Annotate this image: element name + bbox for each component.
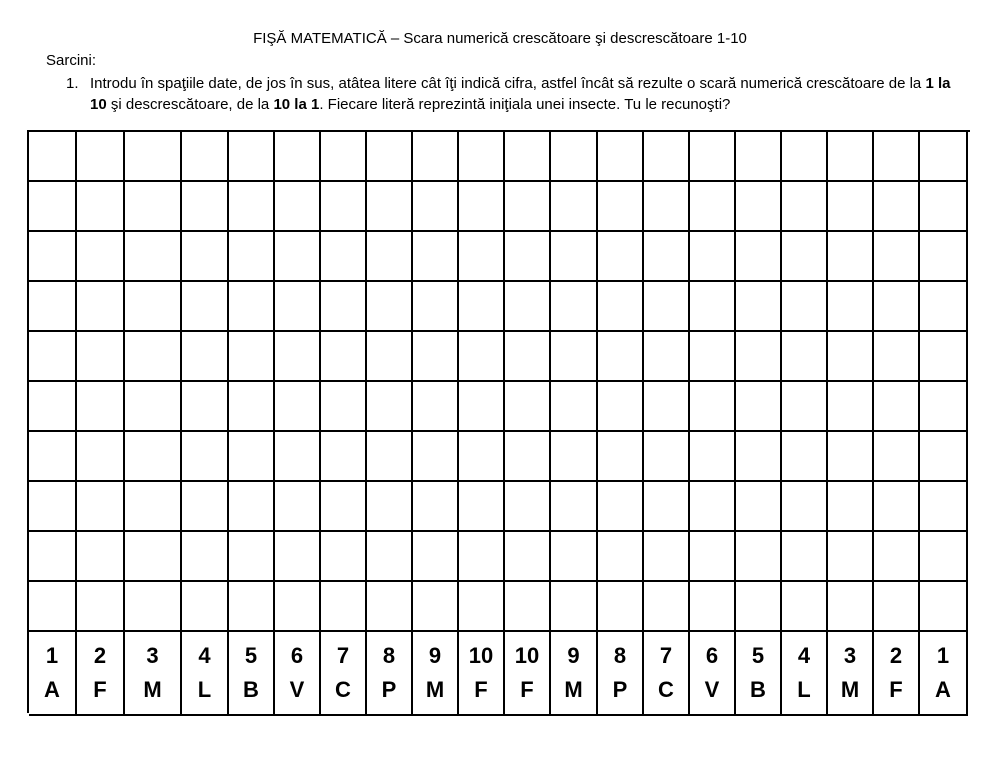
answer-cell[interactable] bbox=[505, 182, 551, 232]
column-number: 2 bbox=[889, 643, 903, 668]
answer-cell[interactable] bbox=[874, 282, 920, 332]
answer-cell[interactable] bbox=[182, 132, 229, 182]
answer-cell[interactable] bbox=[598, 582, 644, 632]
answer-cell[interactable] bbox=[736, 482, 782, 532]
answer-cell[interactable] bbox=[367, 532, 413, 582]
answer-cell[interactable] bbox=[828, 182, 874, 232]
answer-cell[interactable] bbox=[459, 282, 505, 332]
answer-cell[interactable] bbox=[321, 432, 367, 482]
answer-cell[interactable] bbox=[29, 232, 77, 282]
column-number: 1 bbox=[45, 643, 59, 668]
answer-cell[interactable] bbox=[182, 282, 229, 332]
column-number: 4 bbox=[198, 643, 211, 668]
answer-cell[interactable] bbox=[505, 582, 551, 632]
answer-cell[interactable] bbox=[125, 532, 182, 582]
column-label bbox=[321, 632, 367, 716]
answer-cell[interactable] bbox=[459, 332, 505, 382]
answer-cell[interactable] bbox=[367, 332, 413, 382]
answer-cell[interactable] bbox=[551, 382, 598, 432]
column-number: 5 bbox=[244, 643, 258, 668]
answer-cell[interactable] bbox=[367, 582, 413, 632]
answer-cell[interactable] bbox=[367, 382, 413, 432]
answer-cell[interactable] bbox=[321, 532, 367, 582]
answer-cell[interactable] bbox=[77, 532, 125, 582]
column-letter: A bbox=[935, 677, 951, 702]
answer-cell[interactable] bbox=[828, 282, 874, 332]
answer-cell[interactable] bbox=[874, 482, 920, 532]
answer-cell[interactable] bbox=[644, 282, 690, 332]
answer-cell[interactable] bbox=[229, 132, 275, 182]
task-range-ascending: 1 la 10 bbox=[90, 75, 951, 113]
answer-cell[interactable] bbox=[275, 532, 321, 582]
answer-cell[interactable] bbox=[459, 582, 505, 632]
answer-cell[interactable] bbox=[690, 282, 736, 332]
answer-cell[interactable] bbox=[736, 582, 782, 632]
column-number: 1 bbox=[936, 643, 950, 668]
answer-cell[interactable] bbox=[874, 432, 920, 482]
answer-cell[interactable] bbox=[459, 132, 505, 182]
answer-cell[interactable] bbox=[736, 332, 782, 382]
answer-cell[interactable] bbox=[29, 482, 77, 532]
column-number: 8 bbox=[613, 643, 627, 668]
answer-cell[interactable] bbox=[782, 382, 828, 432]
column-label bbox=[828, 632, 874, 716]
answer-cell[interactable] bbox=[413, 482, 459, 532]
answer-cell[interactable] bbox=[413, 532, 459, 582]
answer-cell[interactable] bbox=[182, 532, 229, 582]
column-label bbox=[598, 632, 644, 716]
answer-cell[interactable] bbox=[321, 232, 367, 282]
answer-cell[interactable] bbox=[125, 432, 182, 482]
answer-cell[interactable] bbox=[321, 382, 367, 432]
answer-cell[interactable] bbox=[125, 332, 182, 382]
column-letter: V bbox=[289, 677, 305, 702]
answer-cell[interactable] bbox=[321, 132, 367, 182]
answer-cell[interactable] bbox=[644, 332, 690, 382]
answer-cell[interactable] bbox=[828, 582, 874, 632]
column-label bbox=[182, 632, 229, 716]
column-letter: P bbox=[381, 677, 397, 702]
answer-cell[interactable] bbox=[551, 232, 598, 282]
answer-cell[interactable] bbox=[874, 582, 920, 632]
column-label bbox=[125, 632, 182, 716]
answer-cell[interactable] bbox=[413, 382, 459, 432]
answer-cell[interactable] bbox=[505, 132, 551, 182]
column-letter: A bbox=[44, 677, 60, 702]
column-letter: M bbox=[840, 677, 860, 702]
answer-cell[interactable] bbox=[920, 232, 968, 282]
answer-cell[interactable] bbox=[690, 532, 736, 582]
answer-cell[interactable] bbox=[321, 582, 367, 632]
answer-cell[interactable] bbox=[598, 332, 644, 382]
answer-cell[interactable] bbox=[644, 382, 690, 432]
answer-cell[interactable] bbox=[505, 282, 551, 332]
answer-cell[interactable] bbox=[828, 132, 874, 182]
answer-cell[interactable] bbox=[782, 182, 828, 232]
column-label bbox=[367, 632, 413, 716]
answer-cell[interactable] bbox=[690, 332, 736, 382]
answer-cell[interactable] bbox=[413, 332, 459, 382]
answer-cell[interactable] bbox=[229, 232, 275, 282]
column-label bbox=[413, 632, 459, 716]
answer-cell[interactable] bbox=[459, 182, 505, 232]
answer-cell[interactable] bbox=[125, 582, 182, 632]
answer-cell[interactable] bbox=[505, 232, 551, 282]
tasks-heading: Sarcini: bbox=[46, 52, 97, 69]
answer-cell[interactable] bbox=[736, 232, 782, 282]
answer-cell[interactable] bbox=[29, 132, 77, 182]
answer-cell[interactable] bbox=[29, 332, 77, 382]
answer-cell[interactable] bbox=[598, 532, 644, 582]
column-number: 7 bbox=[659, 643, 673, 668]
answer-cell[interactable] bbox=[77, 482, 125, 532]
answer-cell[interactable] bbox=[551, 282, 598, 332]
answer-cell[interactable] bbox=[505, 382, 551, 432]
answer-cell[interactable] bbox=[182, 482, 229, 532]
answer-cell[interactable] bbox=[229, 332, 275, 382]
column-letter: B bbox=[243, 677, 259, 702]
column-label bbox=[690, 632, 736, 716]
answer-cell[interactable] bbox=[598, 182, 644, 232]
answer-cell[interactable] bbox=[505, 332, 551, 382]
task-range-descending: 10 la 1 bbox=[273, 96, 320, 113]
column-letter: F bbox=[93, 677, 107, 702]
answer-cell[interactable] bbox=[551, 332, 598, 382]
answer-cell[interactable] bbox=[182, 382, 229, 432]
task-text-part3: . Fiecare literă reprezintă iniţiala unei insecte. Tu le recunoşti? bbox=[319, 96, 731, 113]
answer-cell[interactable] bbox=[551, 582, 598, 632]
answer-cell[interactable] bbox=[182, 582, 229, 632]
answer-cell[interactable] bbox=[874, 232, 920, 282]
answer-cell[interactable] bbox=[182, 432, 229, 482]
answer-cell[interactable] bbox=[367, 282, 413, 332]
answer-cell[interactable] bbox=[182, 332, 229, 382]
answer-cell[interactable] bbox=[275, 282, 321, 332]
answer-cell[interactable] bbox=[690, 382, 736, 432]
answer-cell[interactable] bbox=[782, 482, 828, 532]
column-label bbox=[459, 632, 505, 716]
answer-cell[interactable] bbox=[29, 432, 77, 482]
answer-cell[interactable] bbox=[598, 482, 644, 532]
answer-cell[interactable] bbox=[275, 332, 321, 382]
answer-cell[interactable] bbox=[782, 282, 828, 332]
answer-cell[interactable] bbox=[29, 582, 77, 632]
answer-cell[interactable] bbox=[459, 232, 505, 282]
answer-cell[interactable] bbox=[828, 432, 874, 482]
answer-cell[interactable] bbox=[77, 182, 125, 232]
column-number: 4 bbox=[797, 643, 811, 668]
answer-cell[interactable] bbox=[644, 482, 690, 532]
answer-cell[interactable] bbox=[644, 182, 690, 232]
column-label bbox=[874, 632, 920, 716]
answer-cell[interactable] bbox=[77, 132, 125, 182]
answer-cell[interactable] bbox=[413, 282, 459, 332]
answer-cell[interactable] bbox=[29, 532, 77, 582]
answer-cell[interactable] bbox=[920, 132, 968, 182]
answer-cell[interactable] bbox=[551, 532, 598, 582]
column-number: 2 bbox=[93, 643, 107, 668]
answer-cell[interactable] bbox=[321, 482, 367, 532]
column-label bbox=[551, 632, 598, 716]
column-label bbox=[920, 632, 968, 716]
answer-cell[interactable] bbox=[275, 132, 321, 182]
answer-cell[interactable] bbox=[367, 132, 413, 182]
column-label bbox=[644, 632, 690, 716]
column-label bbox=[29, 632, 77, 716]
answer-cell[interactable] bbox=[736, 182, 782, 232]
answer-cell[interactable] bbox=[690, 182, 736, 232]
column-number: 9 bbox=[428, 643, 442, 668]
answer-cell[interactable] bbox=[229, 532, 275, 582]
answer-cell[interactable] bbox=[782, 432, 828, 482]
column-number: 10 bbox=[468, 643, 494, 668]
answer-cell[interactable] bbox=[321, 332, 367, 382]
answer-cell[interactable] bbox=[736, 532, 782, 582]
answer-cell[interactable] bbox=[229, 432, 275, 482]
answer-cell[interactable] bbox=[125, 132, 182, 182]
answer-cell[interactable] bbox=[690, 432, 736, 482]
column-label bbox=[275, 632, 321, 716]
answer-cell[interactable] bbox=[828, 332, 874, 382]
answer-cell[interactable] bbox=[125, 482, 182, 532]
answer-cell[interactable] bbox=[920, 282, 968, 332]
answer-cell[interactable] bbox=[920, 482, 968, 532]
answer-cell[interactable] bbox=[77, 432, 125, 482]
column-label bbox=[782, 632, 828, 716]
answer-cell[interactable] bbox=[782, 582, 828, 632]
column-letter: M bbox=[564, 677, 583, 702]
answer-cell[interactable] bbox=[125, 282, 182, 332]
answer-cell[interactable] bbox=[413, 232, 459, 282]
answer-cell[interactable] bbox=[920, 532, 968, 582]
column-number: 6 bbox=[705, 643, 719, 668]
answer-cell[interactable] bbox=[125, 382, 182, 432]
column-label bbox=[77, 632, 125, 716]
answer-cell[interactable] bbox=[275, 182, 321, 232]
answer-cell[interactable] bbox=[598, 282, 644, 332]
answer-cell[interactable] bbox=[690, 232, 736, 282]
answer-cell[interactable] bbox=[29, 382, 77, 432]
answer-cell[interactable] bbox=[413, 132, 459, 182]
answer-cell[interactable] bbox=[736, 432, 782, 482]
answer-cell[interactable] bbox=[828, 482, 874, 532]
answer-cell[interactable] bbox=[229, 182, 275, 232]
answer-cell[interactable] bbox=[77, 232, 125, 282]
answer-cell[interactable] bbox=[920, 582, 968, 632]
answer-cell[interactable] bbox=[828, 532, 874, 582]
column-letter: B bbox=[750, 677, 766, 702]
answer-cell[interactable] bbox=[367, 232, 413, 282]
answer-cell[interactable] bbox=[920, 382, 968, 432]
column-letter: V bbox=[704, 677, 720, 702]
answer-cell[interactable] bbox=[828, 382, 874, 432]
column-letter: L bbox=[197, 677, 212, 702]
column-number: 3 bbox=[146, 643, 159, 668]
answer-cell[interactable] bbox=[690, 132, 736, 182]
answer-cell[interactable] bbox=[874, 332, 920, 382]
answer-cell[interactable] bbox=[275, 582, 321, 632]
column-label bbox=[229, 632, 275, 716]
answer-cell[interactable] bbox=[367, 482, 413, 532]
answer-cell[interactable] bbox=[782, 232, 828, 282]
answer-cell[interactable] bbox=[505, 532, 551, 582]
column-letter: M bbox=[425, 677, 445, 702]
column-letter: F bbox=[889, 677, 903, 702]
answer-cell[interactable] bbox=[275, 432, 321, 482]
answer-cell[interactable] bbox=[874, 382, 920, 432]
answer-cell[interactable] bbox=[275, 482, 321, 532]
column-label bbox=[736, 632, 782, 716]
answer-cell[interactable] bbox=[229, 582, 275, 632]
task-text bbox=[90, 73, 966, 115]
worksheet-title: FIŞĂ MATEMATICĂ – Scara numerică crescătoare şi descrescătoare 1-10 bbox=[253, 30, 747, 47]
answer-cell[interactable] bbox=[413, 182, 459, 232]
answer-cell[interactable] bbox=[644, 132, 690, 182]
answer-cell[interactable] bbox=[782, 532, 828, 582]
answer-cell[interactable] bbox=[920, 332, 968, 382]
column-number: 8 bbox=[382, 643, 396, 668]
column-letter: L bbox=[797, 677, 811, 702]
answer-cell[interactable] bbox=[782, 332, 828, 382]
answer-cell[interactable] bbox=[125, 232, 182, 282]
answer-cell[interactable] bbox=[551, 182, 598, 232]
column-letter: C bbox=[658, 677, 674, 702]
answer-cell[interactable] bbox=[874, 532, 920, 582]
answer-cell[interactable] bbox=[598, 232, 644, 282]
column-letter: F bbox=[520, 677, 534, 702]
answer-cell[interactable] bbox=[459, 382, 505, 432]
answer-cell[interactable] bbox=[644, 532, 690, 582]
answer-cell[interactable] bbox=[459, 482, 505, 532]
column-letter: C bbox=[335, 677, 351, 702]
task-number: 1. bbox=[66, 75, 79, 92]
answer-cell[interactable] bbox=[182, 182, 229, 232]
column-number: 6 bbox=[290, 643, 304, 668]
answer-cell[interactable] bbox=[229, 382, 275, 432]
column-number: 7 bbox=[336, 643, 350, 668]
answer-cell[interactable] bbox=[690, 582, 736, 632]
answer-cell[interactable] bbox=[782, 132, 828, 182]
task-text-part2: şi descrescătoare, de la bbox=[106, 96, 274, 113]
task-text-part1: Introdu în spaţiile date, de jos în sus, atâtea litere cât îţi indică cifra, astfel încât să rezulte o scară numerică crescătoare de la bbox=[90, 75, 926, 92]
column-number: 3 bbox=[843, 643, 857, 668]
answer-cell[interactable] bbox=[598, 432, 644, 482]
column-number: 5 bbox=[751, 643, 765, 668]
answer-cell[interactable] bbox=[551, 432, 598, 482]
answer-cell[interactable] bbox=[77, 282, 125, 332]
answer-cell[interactable] bbox=[644, 432, 690, 482]
answer-cell[interactable] bbox=[690, 482, 736, 532]
answer-cell[interactable] bbox=[874, 182, 920, 232]
answer-cell[interactable] bbox=[413, 582, 459, 632]
answer-cell[interactable] bbox=[29, 182, 77, 232]
answer-cell[interactable] bbox=[551, 132, 598, 182]
column-label bbox=[505, 632, 551, 716]
answer-cell[interactable] bbox=[321, 182, 367, 232]
task-instruction bbox=[66, 73, 966, 115]
answer-cell[interactable] bbox=[367, 432, 413, 482]
answer-cell[interactable] bbox=[413, 432, 459, 482]
answer-cell[interactable] bbox=[321, 282, 367, 332]
answer-cell[interactable] bbox=[644, 582, 690, 632]
answer-cell[interactable] bbox=[459, 432, 505, 482]
answer-cell[interactable] bbox=[644, 232, 690, 282]
column-letter: P bbox=[612, 677, 628, 702]
answer-cell[interactable] bbox=[77, 582, 125, 632]
answer-cell[interactable] bbox=[77, 382, 125, 432]
answer-cell[interactable] bbox=[598, 382, 644, 432]
answer-cell[interactable] bbox=[505, 432, 551, 482]
column-letter: M bbox=[143, 677, 162, 702]
answer-cell[interactable] bbox=[182, 232, 229, 282]
answer-cell[interactable] bbox=[551, 482, 598, 532]
answer-cell[interactable] bbox=[874, 132, 920, 182]
column-number: 9 bbox=[567, 643, 580, 668]
answer-cell[interactable] bbox=[736, 282, 782, 332]
number-ladder-grid bbox=[27, 130, 970, 713]
answer-cell[interactable] bbox=[505, 482, 551, 532]
answer-cell[interactable] bbox=[29, 282, 77, 332]
answer-cell[interactable] bbox=[920, 432, 968, 482]
column-letter: F bbox=[474, 677, 488, 702]
answer-cell[interactable] bbox=[367, 182, 413, 232]
answer-cell[interactable] bbox=[275, 232, 321, 282]
answer-cell[interactable] bbox=[920, 182, 968, 232]
answer-cell[interactable] bbox=[229, 282, 275, 332]
answer-cell[interactable] bbox=[598, 132, 644, 182]
column-number: 10 bbox=[514, 643, 540, 668]
answer-cell[interactable] bbox=[736, 132, 782, 182]
answer-cell[interactable] bbox=[828, 232, 874, 282]
answer-cell[interactable] bbox=[459, 532, 505, 582]
answer-cell[interactable] bbox=[125, 182, 182, 232]
answer-cell[interactable] bbox=[229, 482, 275, 532]
answer-cell[interactable] bbox=[77, 332, 125, 382]
answer-cell[interactable] bbox=[275, 382, 321, 432]
answer-cell[interactable] bbox=[736, 382, 782, 432]
